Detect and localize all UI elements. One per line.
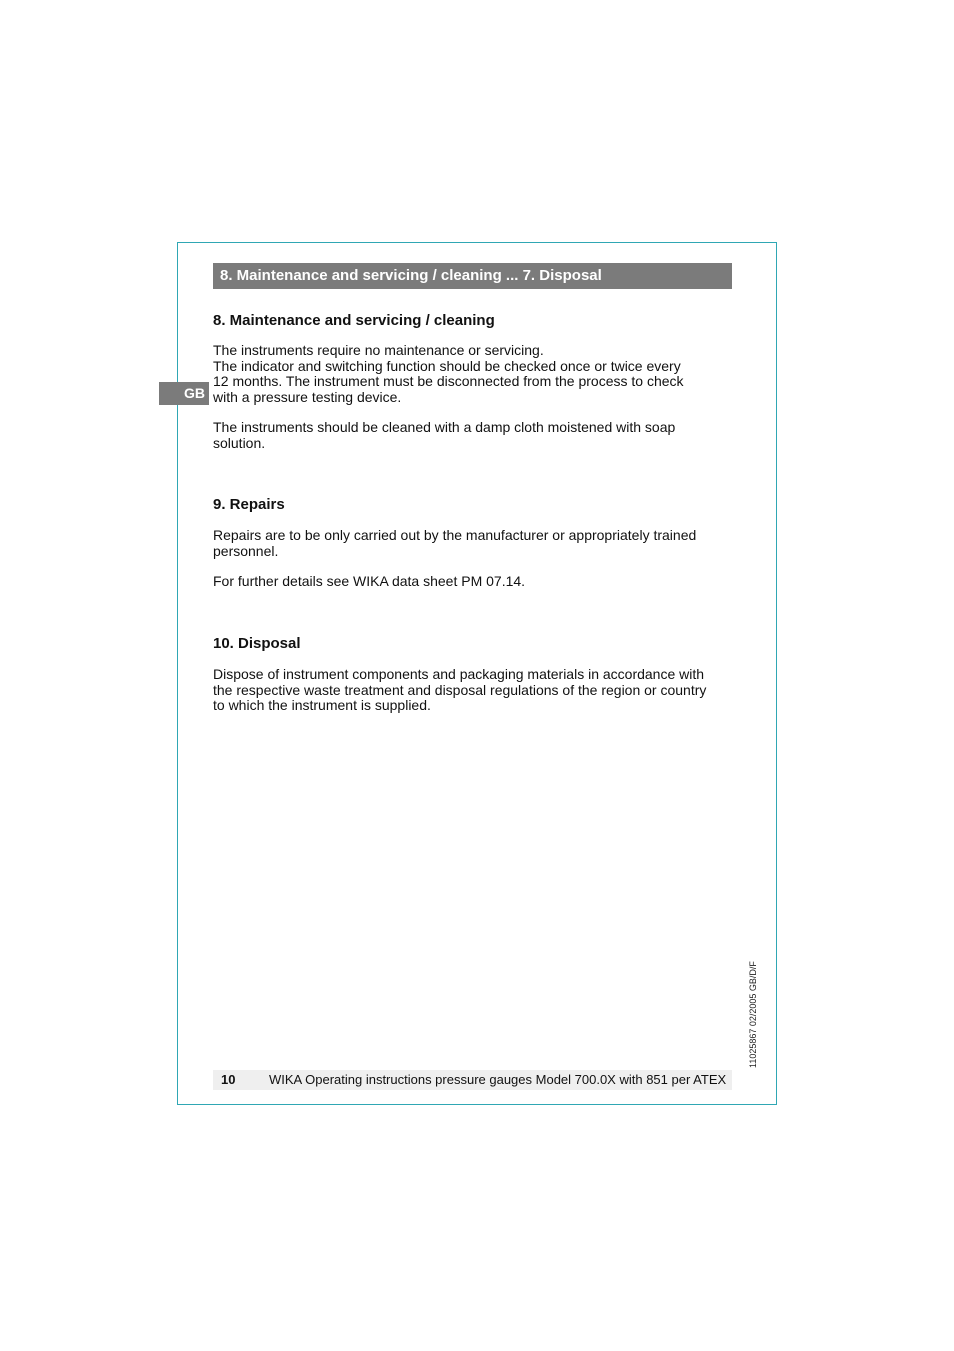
text-line: 12 months. The instrument must be disconnected from the process to check — [213, 373, 684, 389]
text-line: The indicator and switching function should be checked once or twice every — [213, 357, 681, 374]
paragraph-maintenance-2 — [213, 420, 732, 451]
paragraph-repairs-2 — [213, 574, 732, 590]
paragraph-maintenance-1 — [213, 343, 732, 405]
page-footer-bar — [213, 1070, 732, 1090]
page-header-bar — [213, 263, 732, 289]
text-line: The instruments should be cleaned with a damp cloth moistened with soap — [213, 419, 676, 435]
footer-text: WIKA Operating instructions pressure gauges Model 700.0X with 851 per ATEX — [269, 1072, 727, 1087]
document-code-vertical: 11025867 02/2005 GB/D/F — [748, 961, 758, 1068]
text-line: the respective waste treatment and disposal regulations of the region or country — [213, 681, 707, 698]
text-line: to which the instrument is supplied. — [213, 697, 431, 713]
page-number: 10 — [221, 1072, 236, 1087]
paragraph-disposal-1 — [213, 667, 732, 714]
section-title-disposal: 10. Disposal — [213, 635, 301, 652]
text-line: The instruments require no maintenance or servicing. — [213, 342, 544, 358]
text-line: For further details see WIKA data sheet PM 07.14. — [213, 573, 526, 589]
language-tab — [159, 382, 209, 405]
text-line: with a pressure testing device. — [213, 388, 402, 405]
section-title-repairs: 9. Repairs — [213, 496, 285, 513]
page-header-title: 8. Maintenance and servicing / cleaning ... 7. Disposal — [220, 267, 602, 284]
text-line: Repairs are to be only carried out by the manufacturer or appropriately trained — [213, 527, 697, 543]
text-line: solution. — [213, 434, 266, 451]
language-tab-label: GB — [184, 385, 205, 401]
text-line: personnel. — [213, 542, 279, 559]
section-title-maintenance: 8. Maintenance and servicing / cleaning — [213, 312, 495, 329]
text-line: Dispose of instrument components and packaging materials in accordance with — [213, 666, 705, 682]
paragraph-repairs-1 — [213, 528, 732, 559]
